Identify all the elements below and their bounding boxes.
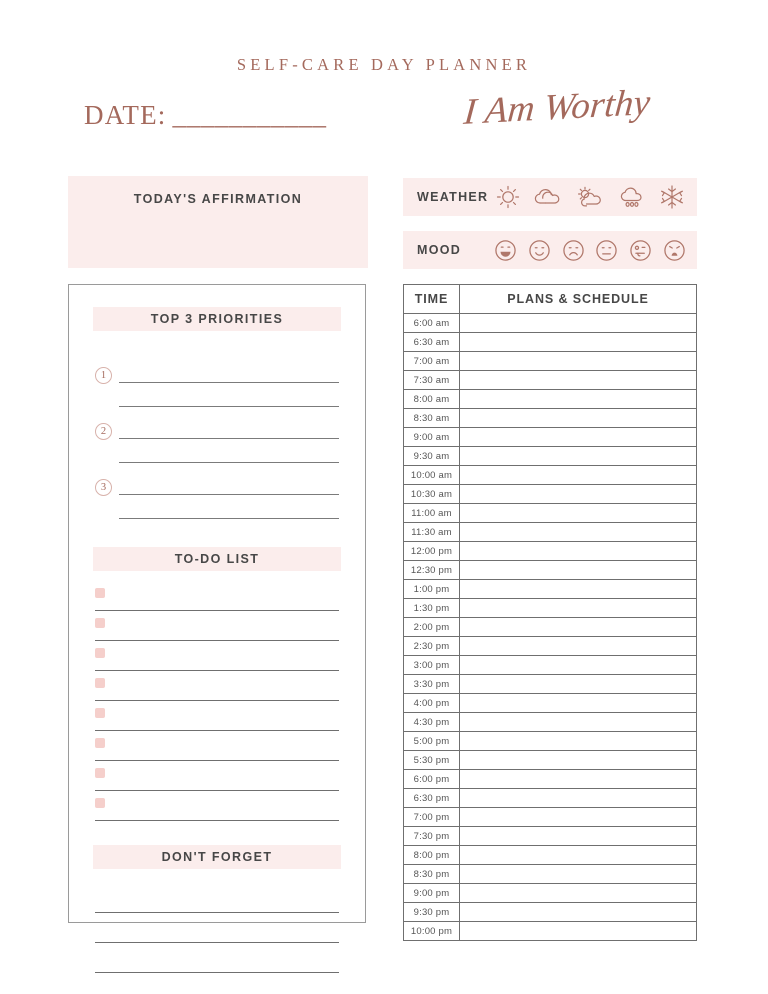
snowflake-icon[interactable] [659, 184, 685, 210]
schedule-plan-cell[interactable] [460, 922, 697, 941]
schedule-row [404, 504, 697, 523]
schedule-row [404, 580, 697, 599]
schedule-time-cell: 11:00 am [404, 504, 460, 523]
todays-affirmation-box[interactable] [68, 176, 368, 268]
schedule-plan-cell[interactable] [460, 504, 697, 523]
schedule-plan-cell[interactable] [460, 618, 697, 637]
schedule-row [404, 314, 697, 333]
schedule-plan-cell[interactable] [460, 485, 697, 504]
schedule-row [404, 390, 697, 409]
dont-forget-row[interactable] [95, 913, 339, 943]
schedule-plan-cell[interactable] [460, 409, 697, 428]
schedule-row [404, 618, 697, 637]
schedule-plan-cell[interactable] [460, 599, 697, 618]
todo-checkbox[interactable] [95, 618, 105, 628]
upset-face-icon[interactable] [662, 238, 687, 263]
todo-row[interactable] [95, 581, 339, 611]
schedule-plan-cell[interactable] [460, 580, 697, 599]
priority-write-line[interactable] [119, 369, 339, 383]
rain-icon[interactable] [617, 184, 647, 210]
schedule-time-cell: 10:00 am [404, 466, 460, 485]
schedule-time-cell: 7:00 am [404, 352, 460, 371]
schedule-plan-cell[interactable] [460, 865, 697, 884]
schedule-time-cell: 12:00 pm [404, 542, 460, 561]
schedule-time-cell: 5:30 pm [404, 751, 460, 770]
schedule-time-cell: 6:00 pm [404, 770, 460, 789]
schedule-time-cell: 12:30 pm [404, 561, 460, 580]
schedule-row [404, 561, 697, 580]
schedule-time-cell: 2:30 pm [404, 637, 460, 656]
todo-row[interactable] [95, 761, 339, 791]
schedule-row [404, 352, 697, 371]
priority-item[interactable] [95, 463, 339, 519]
schedule-row [404, 409, 697, 428]
todo-checkbox[interactable] [95, 678, 105, 688]
schedule-time-cell: 3:30 pm [404, 675, 460, 694]
todo-row[interactable] [95, 641, 339, 671]
schedule-plan-cell[interactable] [460, 447, 697, 466]
schedule-row [404, 846, 697, 865]
schedule-time-cell: 6:30 am [404, 333, 460, 352]
schedule-time-cell: 1:30 pm [404, 599, 460, 618]
todays-affirmation-title: TODAY'S AFFIRMATION [133, 192, 303, 206]
schedule-time-cell: 6:30 pm [404, 789, 460, 808]
todo-checkbox[interactable] [95, 708, 105, 718]
todo-row[interactable] [95, 791, 339, 821]
schedule-row [404, 523, 697, 542]
schedule-plan-cell[interactable] [460, 466, 697, 485]
dont-forget-row[interactable] [95, 883, 339, 913]
schedule-time-cell: 7:30 am [404, 371, 460, 390]
schedule-row [404, 827, 697, 846]
schedule-plans-header: PLANS & SCHEDULE [460, 285, 697, 314]
schedule-row [404, 884, 697, 903]
schedule-plan-cell[interactable] [460, 827, 697, 846]
schedule-row [404, 675, 697, 694]
schedule-time-cell: 3:00 pm [404, 656, 460, 675]
date-field[interactable] [84, 100, 327, 131]
schedule-time-cell: 8:00 pm [404, 846, 460, 865]
happy-face-icon[interactable] [493, 238, 518, 263]
top-priorities-header: TOP 3 PRIORITIES [93, 307, 341, 331]
todo-list-header: TO-DO LIST [93, 547, 341, 571]
schedule-plan-cell[interactable] [460, 770, 697, 789]
schedule-row [404, 770, 697, 789]
schedule-row [404, 599, 697, 618]
schedule-time-cell: 9:00 am [404, 428, 460, 447]
schedule-table [403, 284, 697, 941]
schedule-row [404, 637, 697, 656]
schedule-time-cell: 4:00 pm [404, 694, 460, 713]
schedule-time-cell: 4:30 pm [404, 713, 460, 732]
schedule-time-cell: 2:00 pm [404, 618, 460, 637]
todo-row[interactable] [95, 731, 339, 761]
schedule-time-cell: 1:00 pm [404, 580, 460, 599]
weather-label: WEATHER [417, 190, 489, 204]
schedule-time-cell: 7:00 pm [404, 808, 460, 827]
partly-cloudy-icon[interactable] [575, 184, 605, 210]
schedule-plan-cell[interactable] [460, 884, 697, 903]
todo-row[interactable] [95, 671, 339, 701]
schedule-time-cell: 9:30 pm [404, 903, 460, 922]
schedule-time-cell: 11:30 am [404, 523, 460, 542]
schedule-row [404, 903, 697, 922]
schedule-time-header: TIME [404, 285, 460, 314]
schedule-plan-cell[interactable] [460, 314, 697, 333]
schedule-time-cell: 9:00 pm [404, 884, 460, 903]
priority-item[interactable] [95, 351, 339, 407]
date-label: DATE: [84, 100, 167, 130]
cloud-icon[interactable] [533, 184, 563, 210]
schedule-plan-cell[interactable] [460, 523, 697, 542]
priority-number-badge: 1 [95, 367, 112, 384]
schedule-time-cell: 7:30 pm [404, 827, 460, 846]
schedule-plan-cell[interactable] [460, 694, 697, 713]
schedule-plan-cell[interactable] [460, 713, 697, 732]
date-blank-line: ___________ [172, 100, 327, 130]
schedule-plan-cell[interactable] [460, 390, 697, 409]
sad-face-icon[interactable] [561, 238, 586, 263]
schedule-row [404, 694, 697, 713]
dont-forget-header: DON'T FORGET [93, 845, 341, 869]
schedule-plan-cell[interactable] [460, 732, 697, 751]
schedule-row [404, 447, 697, 466]
mood-label: MOOD [417, 243, 462, 257]
schedule-plan-cell[interactable] [460, 903, 697, 922]
left-panel-card [68, 284, 366, 923]
schedule-time-cell: 10:30 am [404, 485, 460, 504]
silly-face-icon[interactable] [628, 238, 653, 263]
schedule-header-row [404, 285, 697, 314]
schedule-row [404, 466, 697, 485]
schedule-row [404, 732, 697, 751]
priority-number-badge: 2 [95, 423, 112, 440]
schedule-plan-cell[interactable] [460, 751, 697, 770]
todo-checkbox[interactable] [95, 588, 105, 598]
schedule-row [404, 371, 697, 390]
schedule-time-cell: 8:30 am [404, 409, 460, 428]
schedule-time-cell: 8:30 pm [404, 865, 460, 884]
schedule-time-cell: 5:00 pm [404, 732, 460, 751]
priority-write-line[interactable] [119, 481, 339, 495]
schedule-plan-cell[interactable] [460, 352, 697, 371]
schedule-row [404, 428, 697, 447]
schedule-row [404, 808, 697, 827]
dont-forget-row[interactable] [95, 943, 339, 973]
priority-write-line[interactable] [119, 383, 339, 407]
sun-icon[interactable] [495, 184, 521, 210]
schedule-plan-cell[interactable] [460, 561, 697, 580]
schedule-row [404, 865, 697, 884]
todo-checkbox[interactable] [95, 648, 105, 658]
schedule-time-cell: 9:30 am [404, 447, 460, 466]
schedule-plan-cell[interactable] [460, 637, 697, 656]
schedule-body [404, 314, 697, 941]
priority-write-line[interactable] [119, 439, 339, 463]
todo-list [69, 581, 365, 821]
priority-item[interactable] [95, 407, 339, 463]
schedule-row [404, 751, 697, 770]
priority-write-line[interactable] [119, 495, 339, 519]
schedule-row [404, 922, 697, 941]
schedule-row [404, 485, 697, 504]
page-title: SELF-CARE DAY PLANNER [236, 55, 532, 74]
schedule-plan-cell[interactable] [460, 333, 697, 352]
schedule-plan-cell[interactable] [460, 428, 697, 447]
schedule-row [404, 333, 697, 352]
schedule-plan-cell[interactable] [460, 808, 697, 827]
todo-row[interactable] [95, 611, 339, 641]
smile-face-icon[interactable] [527, 238, 552, 263]
schedule-row [404, 789, 697, 808]
top-priorities-list [69, 351, 365, 519]
schedule-time-cell: 8:00 am [404, 390, 460, 409]
schedule-time-cell: 6:00 am [404, 314, 460, 333]
weather-selector [403, 178, 697, 216]
schedule-row [404, 713, 697, 732]
todo-checkbox[interactable] [95, 768, 105, 778]
todo-checkbox[interactable] [95, 798, 105, 808]
priority-write-line[interactable] [119, 425, 339, 439]
todo-checkbox[interactable] [95, 738, 105, 748]
priority-number-badge: 3 [95, 479, 112, 496]
schedule-plan-cell[interactable] [460, 789, 697, 808]
affirmation-script-text: I Am Worthy [462, 82, 652, 133]
neutral-face-icon[interactable] [594, 238, 619, 263]
schedule-time-cell: 10:00 pm [404, 922, 460, 941]
dont-forget-list [69, 883, 365, 973]
schedule-row [404, 542, 697, 561]
schedule-plan-cell[interactable] [460, 846, 697, 865]
schedule-plan-cell[interactable] [460, 656, 697, 675]
schedule-row [404, 656, 697, 675]
schedule-plan-cell[interactable] [460, 542, 697, 561]
todo-row[interactable] [95, 701, 339, 731]
schedule-plan-cell[interactable] [460, 675, 697, 694]
mood-selector [403, 231, 697, 269]
schedule-plan-cell[interactable] [460, 371, 697, 390]
